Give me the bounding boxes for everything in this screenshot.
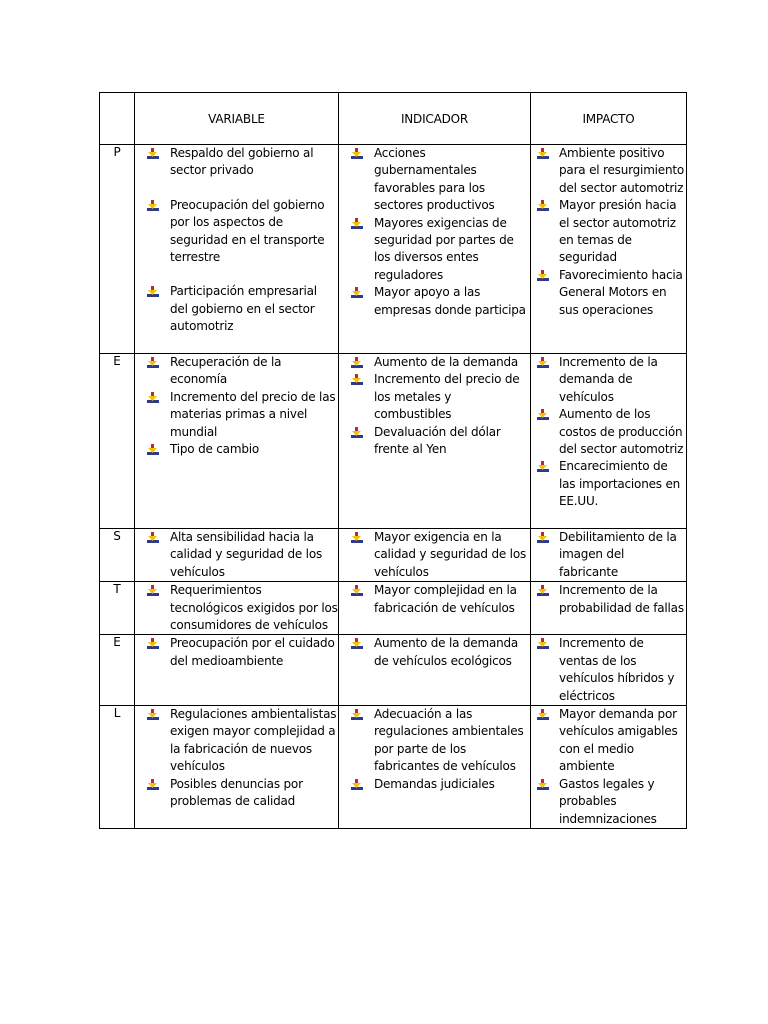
impacto-list bbox=[531, 354, 686, 511]
list-item bbox=[135, 776, 338, 811]
list-item bbox=[135, 635, 338, 670]
variable-list bbox=[135, 145, 338, 336]
variable-cell bbox=[135, 706, 339, 829]
list-item bbox=[339, 776, 530, 793]
indicador-cell bbox=[339, 354, 531, 529]
table-row bbox=[100, 706, 687, 829]
list-item-text: Devaluación del dólar frente al Yen bbox=[374, 424, 501, 457]
header-indicador: INDICADOR bbox=[339, 93, 531, 145]
list-item bbox=[531, 776, 686, 828]
list-item-text: Mayor exigencia en la calidad y seguridad de los vehículos bbox=[374, 530, 527, 579]
indicador-list bbox=[339, 145, 530, 319]
table-row bbox=[100, 145, 687, 354]
list-item bbox=[339, 354, 530, 371]
list-item-text: Incremento de ventas de los vehículos híbridos y eléctricos bbox=[559, 636, 675, 703]
impacto-list bbox=[531, 706, 686, 828]
impacto-cell bbox=[531, 529, 687, 582]
impacto-cell bbox=[531, 354, 687, 529]
list-item bbox=[135, 706, 338, 776]
indicador-list bbox=[339, 529, 530, 581]
header-variable: VARIABLE bbox=[135, 93, 339, 145]
header-row bbox=[100, 93, 687, 145]
variable-cell bbox=[135, 354, 339, 529]
arrow-bullet-icon bbox=[537, 270, 549, 281]
list-item-text: Respaldo del gobierno al sector privado bbox=[170, 146, 314, 178]
arrow-bullet-icon bbox=[147, 357, 159, 368]
list-item bbox=[339, 529, 530, 581]
list-item bbox=[531, 267, 686, 319]
arrow-bullet-icon bbox=[537, 409, 549, 420]
list-item-text: Incremento del precio de los metales y combustibles bbox=[374, 372, 520, 422]
indicador-list bbox=[339, 354, 530, 458]
impacto-list bbox=[531, 582, 686, 617]
row-letter: P bbox=[100, 145, 135, 354]
indicador-cell bbox=[339, 706, 531, 829]
impacto-cell bbox=[531, 145, 687, 354]
list-item bbox=[531, 635, 686, 705]
arrow-bullet-icon bbox=[537, 585, 549, 596]
table-row bbox=[100, 582, 687, 635]
arrow-bullet-icon bbox=[351, 148, 363, 159]
arrow-bullet-icon bbox=[537, 148, 549, 159]
arrow-bullet-icon bbox=[537, 461, 549, 472]
arrow-bullet-icon bbox=[537, 532, 549, 543]
arrow-bullet-icon bbox=[351, 532, 363, 543]
list-item bbox=[339, 424, 530, 459]
list-item bbox=[339, 371, 530, 423]
list-item bbox=[135, 441, 338, 458]
arrow-bullet-icon bbox=[351, 287, 363, 298]
list-item bbox=[135, 145, 338, 180]
arrow-bullet-icon bbox=[537, 357, 549, 368]
arrow-bullet-icon bbox=[537, 200, 549, 211]
list-item-text: Incremento de la probabilidad de fallas bbox=[559, 583, 684, 615]
list-item-text: Aumento de la demanda bbox=[374, 355, 519, 369]
list-item-text: Regulaciones ambientalistas exigen mayor complejidad a la fabricación de nuevos vehículos bbox=[170, 707, 337, 774]
table-row bbox=[100, 354, 687, 529]
list-item bbox=[135, 354, 338, 389]
list-item-text: Mayor presión hacia el sector automotriz en temas de seguridad bbox=[559, 198, 677, 265]
variable-list bbox=[135, 706, 338, 810]
list-item-text: Aumento de los costos de producción del sector automotriz bbox=[559, 407, 684, 457]
header-impacto: IMPACTO bbox=[531, 93, 687, 145]
header-letter bbox=[100, 93, 135, 145]
list-item bbox=[339, 635, 530, 670]
arrow-bullet-icon bbox=[537, 709, 549, 720]
list-item bbox=[339, 145, 530, 215]
row-letter: S bbox=[100, 529, 135, 582]
variable-list bbox=[135, 582, 338, 634]
list-item bbox=[339, 215, 530, 285]
list-item-text: Alta sensibilidad hacia la calidad y seguridad de los vehículos bbox=[170, 530, 323, 579]
impacto-list bbox=[531, 529, 686, 581]
variable-cell bbox=[135, 582, 339, 635]
arrow-bullet-icon bbox=[147, 392, 159, 403]
indicador-list bbox=[339, 582, 530, 617]
list-item bbox=[531, 582, 686, 617]
list-item bbox=[135, 529, 338, 581]
list-item-text: Incremento del precio de las materias primas a nivel mundial bbox=[170, 389, 336, 439]
list-item-text: Preocupación por el cuidado del medioambiente bbox=[170, 636, 335, 668]
indicador-cell bbox=[339, 635, 531, 706]
list-item bbox=[531, 706, 686, 776]
arrow-bullet-icon bbox=[147, 585, 159, 596]
row-letter: T bbox=[100, 582, 135, 635]
list-item-text: Aumento de la demanda de vehículos ecológicos bbox=[374, 636, 519, 668]
impacto-cell bbox=[531, 706, 687, 829]
list-item-text: Recuperación de la economía bbox=[170, 355, 282, 387]
list-item-text: Incremento de la demanda de vehículos bbox=[559, 355, 658, 404]
list-item bbox=[135, 389, 338, 441]
list-item-text: Favorecimiento hacia General Motors en sus operaciones bbox=[559, 267, 683, 317]
arrow-bullet-icon bbox=[147, 200, 159, 211]
impacto-cell bbox=[531, 635, 687, 706]
list-item bbox=[135, 197, 338, 267]
list-item-text: Mayor demanda por vehículos amigables con el medio ambiente bbox=[559, 707, 678, 774]
arrow-bullet-icon bbox=[147, 148, 159, 159]
arrow-bullet-icon bbox=[351, 779, 363, 790]
list-item bbox=[531, 145, 686, 197]
list-item-text: Encarecimiento de las importaciones en EE.UU. bbox=[559, 459, 681, 509]
list-item-text: Participación empresarial del gobierno en el sector automotriz bbox=[170, 284, 317, 334]
list-item-text: Requerimientos tecnológicos exigidos por los consumidores de vehículos bbox=[170, 583, 338, 633]
impacto-list bbox=[531, 635, 686, 705]
list-item-text: Mayores exigencias de seguridad por partes de los diversos entes reguladores bbox=[374, 215, 514, 282]
indicador-cell bbox=[339, 529, 531, 582]
arrow-bullet-icon bbox=[147, 779, 159, 790]
arrow-bullet-icon bbox=[351, 218, 363, 229]
list-item bbox=[531, 354, 686, 406]
variable-list bbox=[135, 529, 338, 581]
list-item bbox=[531, 406, 686, 458]
list-item-text: Mayor apoyo a las empresas donde participa bbox=[374, 285, 526, 317]
list-item-text: Ambiente positivo para el resurgimiento del sector automotriz bbox=[559, 146, 685, 195]
table-row bbox=[100, 529, 687, 582]
row-letter: E bbox=[100, 354, 135, 529]
arrow-bullet-icon bbox=[351, 357, 363, 368]
indicador-list bbox=[339, 706, 530, 793]
list-item bbox=[531, 529, 686, 581]
arrow-bullet-icon bbox=[537, 779, 549, 790]
arrow-bullet-icon bbox=[351, 585, 363, 596]
impacto-list bbox=[531, 145, 686, 319]
variable-list bbox=[135, 635, 338, 670]
variable-cell bbox=[135, 145, 339, 354]
variable-list bbox=[135, 354, 338, 458]
pest-analysis-table bbox=[99, 92, 687, 829]
list-item-text: Tipo de cambio bbox=[170, 442, 260, 457]
table-row bbox=[100, 635, 687, 706]
list-item-text: Demandas judiciales bbox=[374, 776, 495, 791]
row-letter: L bbox=[100, 706, 135, 829]
arrow-bullet-icon bbox=[147, 444, 159, 455]
arrow-bullet-icon bbox=[147, 532, 159, 543]
indicador-list bbox=[339, 635, 530, 670]
arrow-bullet-icon bbox=[537, 638, 549, 649]
arrow-bullet-icon bbox=[351, 374, 363, 385]
list-item bbox=[135, 283, 338, 335]
arrow-bullet-icon bbox=[147, 286, 159, 297]
list-item-text: Preocupación del gobierno por los aspectos de seguridad en el transporte terrestre bbox=[170, 197, 325, 265]
arrow-bullet-icon bbox=[351, 709, 363, 720]
list-item bbox=[339, 284, 530, 319]
list-item bbox=[531, 458, 686, 510]
list-item-text: Debilitamiento de la imagen del fabricante bbox=[559, 530, 677, 579]
indicador-cell bbox=[339, 582, 531, 635]
list-item-text: Adecuación a las regulaciones ambientales por parte de los fabricantes de vehículos bbox=[374, 707, 524, 774]
arrow-bullet-icon bbox=[147, 709, 159, 720]
variable-cell bbox=[135, 529, 339, 582]
list-item bbox=[339, 706, 530, 776]
list-item-text: Mayor complejidad en la fabricación de vehículos bbox=[374, 583, 517, 615]
arrow-bullet-icon bbox=[351, 638, 363, 649]
row-letter: E bbox=[100, 635, 135, 706]
arrow-bullet-icon bbox=[351, 427, 363, 438]
list-item bbox=[135, 582, 338, 634]
variable-cell bbox=[135, 635, 339, 706]
impacto-cell bbox=[531, 582, 687, 635]
list-item-text: Acciones gubernamentales favorables para los sectores productivos bbox=[374, 146, 495, 213]
list-item bbox=[339, 582, 530, 617]
list-item-text: Posibles denuncias por problemas de calidad bbox=[170, 776, 303, 809]
indicador-cell bbox=[339, 145, 531, 354]
list-item bbox=[531, 197, 686, 267]
arrow-bullet-icon bbox=[147, 638, 159, 649]
list-item-text: Gastos legales y probables indemnizaciones bbox=[559, 776, 657, 826]
